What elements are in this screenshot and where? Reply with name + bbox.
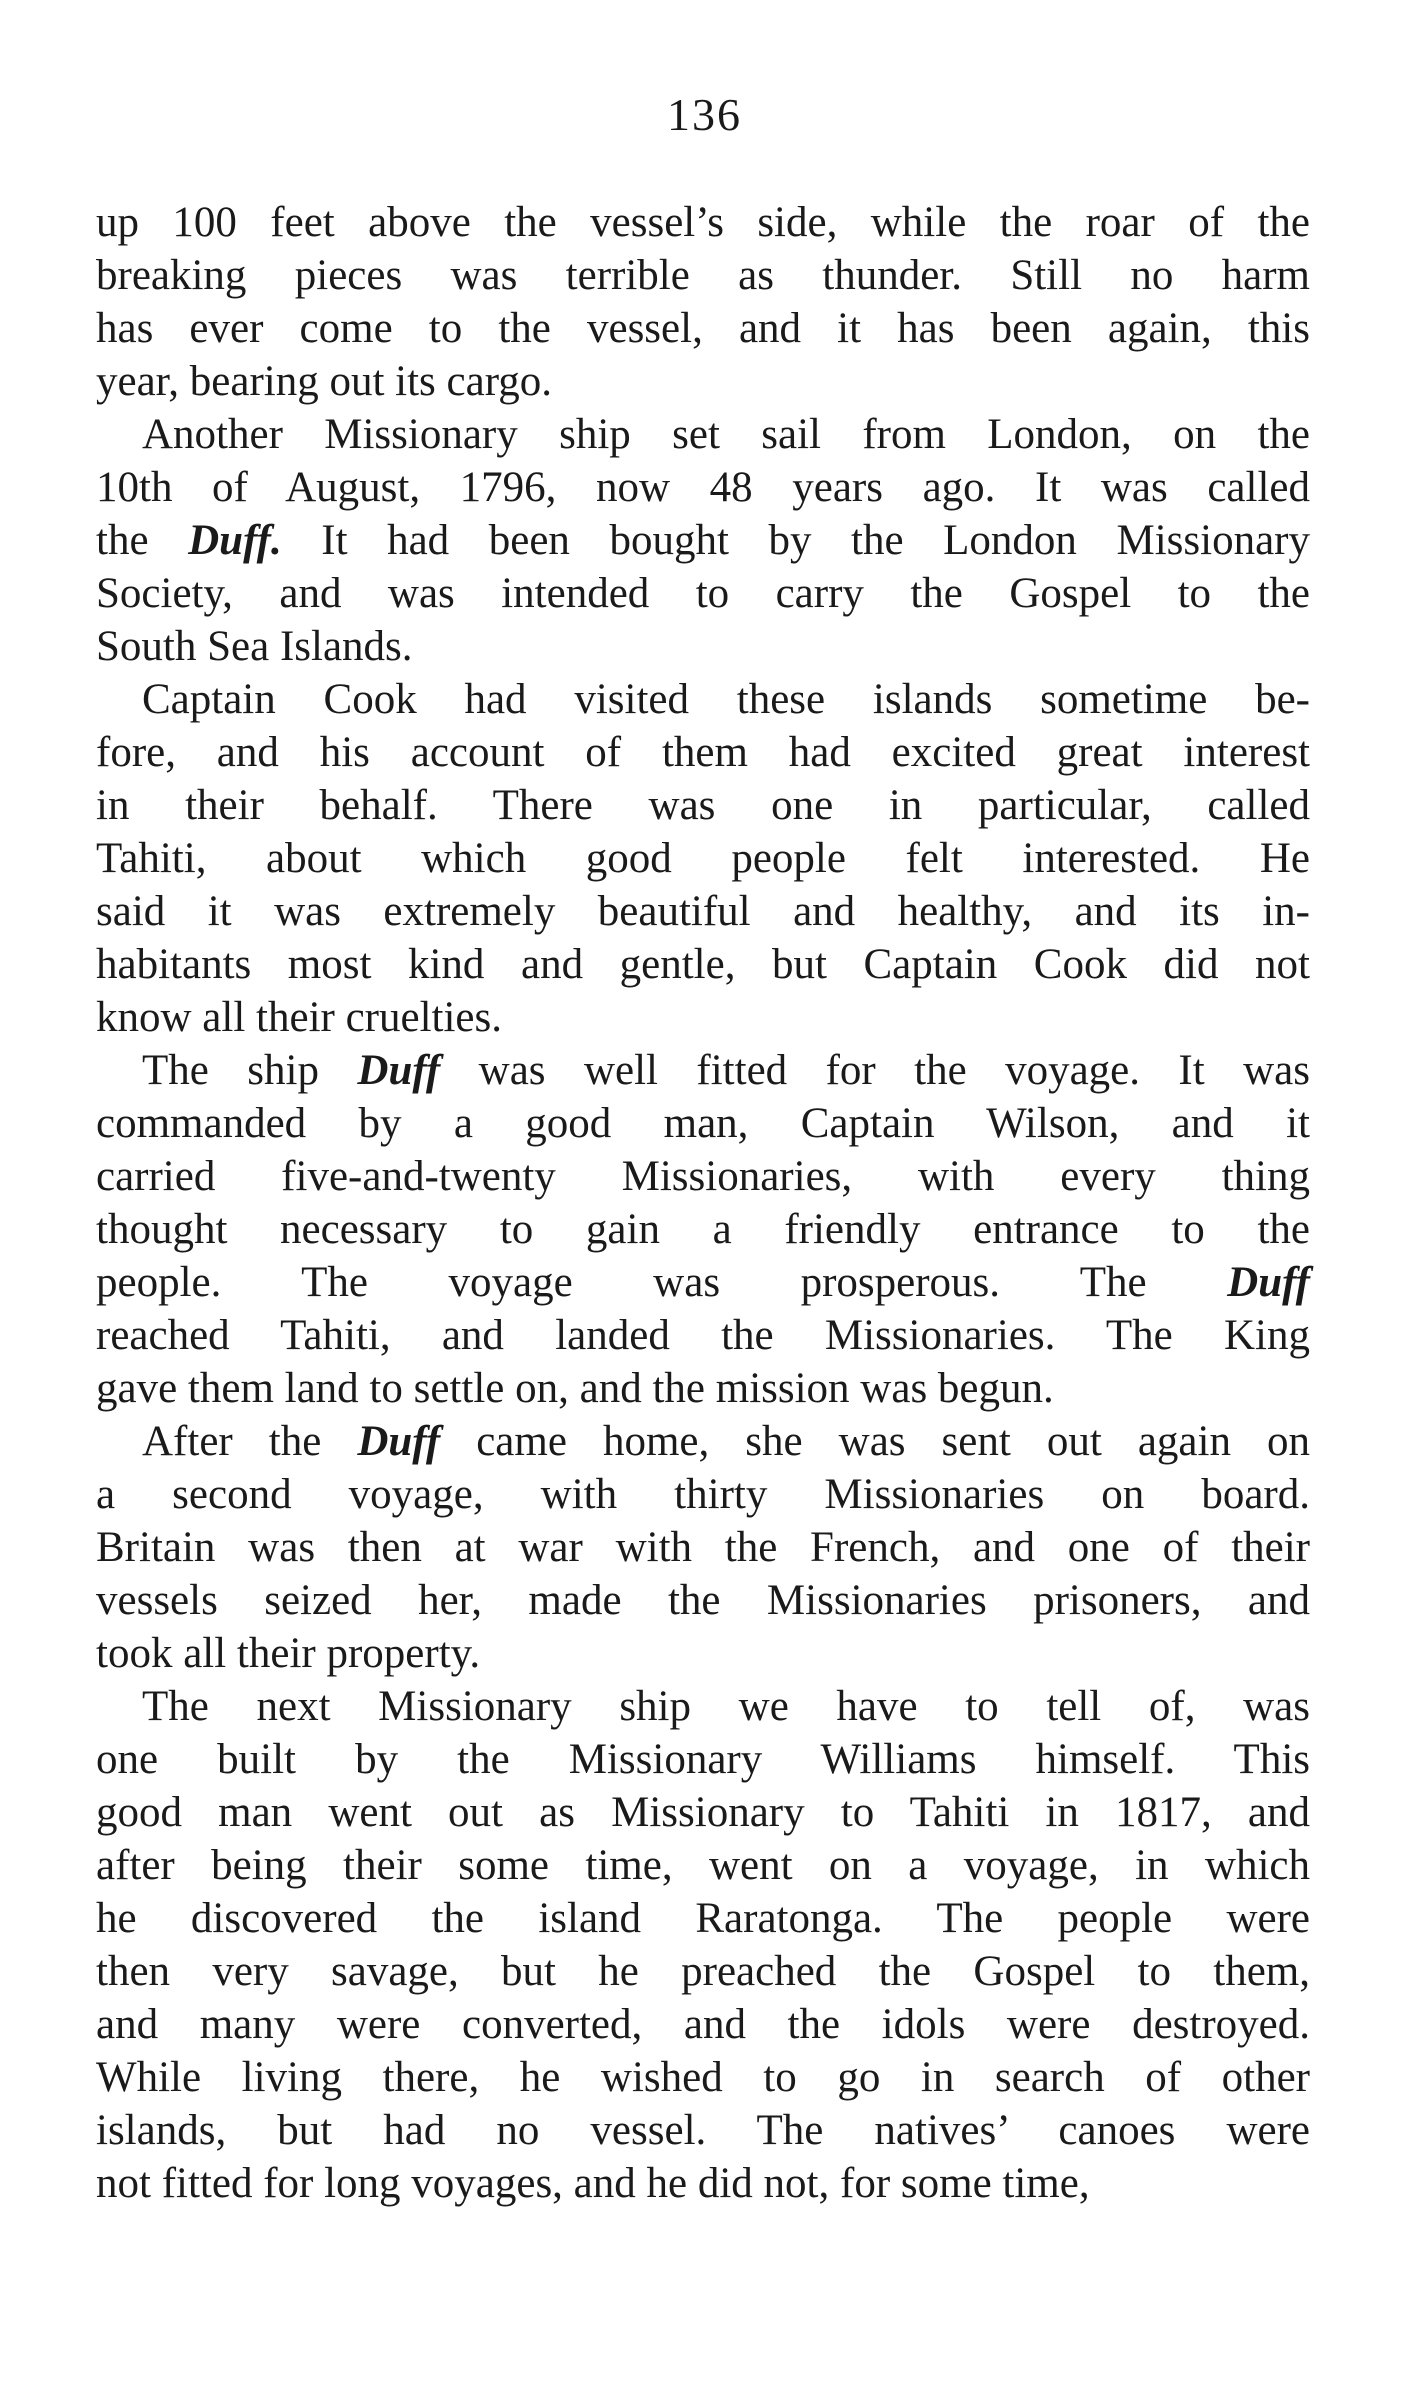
ship-name-italic: Duff	[357, 1047, 441, 1094]
text-line: a second voyage, with thirty Missionaries on board.	[96, 1471, 1310, 1518]
ship-name-italic: Duff	[1227, 1259, 1310, 1306]
text-line: said it was extremely beautiful and healthy, and its in-	[96, 888, 1310, 935]
text-line: Another Missionary ship set sail from London, on the	[142, 411, 1310, 458]
page-number: 136	[667, 89, 742, 140]
ship-name-italic: Duff.	[188, 517, 282, 564]
text-line: gave them land to settle on, and the mission was begun.	[96, 1365, 1054, 1412]
text-line: not fitted for long voyages, and he did not, for some time,	[96, 2160, 1090, 2207]
ship-name-italic: Duff	[357, 1418, 441, 1465]
text-line: thought necessary to gain a friendly entrance to the	[96, 1206, 1310, 1253]
text-line: commanded by a good man, Captain Wilson, and it	[96, 1100, 1310, 1147]
text-line: habitants most kind and gentle, but Captain Cook did not	[96, 941, 1310, 988]
body-text	[96, 196, 1310, 2210]
text-line: and many were converted, and the idols were destroyed.	[96, 2001, 1310, 2048]
text-line: 10th of August, 1796, now 48 years ago. It was called	[96, 464, 1310, 511]
text-line: he discovered the island Raratonga. The people were	[96, 1895, 1310, 1942]
text-line: up 100 feet above the vessel’s side, while the roar of the	[96, 199, 1310, 246]
text-line: people. The voyage was prosperous. The Duff	[96, 1259, 1310, 1306]
text-line: breaking pieces was terrible as thunder. Still no harm	[96, 252, 1310, 299]
text-line: The ship Duff was well fitted for the voyage. It was	[142, 1047, 1310, 1094]
paragraph	[96, 1415, 1310, 1680]
text-line: Society, and was intended to carry the Gospel to the	[96, 570, 1310, 617]
text-line: after being their some time, went on a voyage, in which	[96, 1842, 1310, 1889]
text-line: While living there, he wished to go in search of other	[96, 2054, 1310, 2101]
paragraph	[96, 673, 1310, 1044]
text-line: Tahiti, about which good people felt interested. He	[96, 835, 1310, 882]
text-line: South Sea Islands.	[96, 623, 413, 670]
paragraph	[96, 196, 1310, 408]
paragraph	[96, 1044, 1310, 1415]
text-line: then very savage, but he preached the Gospel to them,	[96, 1948, 1310, 1995]
text-line: took all their property.	[96, 1630, 481, 1677]
text-line: islands, but had no vessel. The natives’ canoes were	[96, 2107, 1310, 2154]
text-line: know all their cruelties.	[96, 994, 502, 1041]
text-line: has ever come to the vessel, and it has been again, this	[96, 305, 1310, 352]
text-line: one built by the Missionary Williams himself. This	[96, 1736, 1310, 1783]
text-line: The next Missionary ship we have to tell of, was	[142, 1683, 1310, 1730]
text-line: year, bearing out its cargo.	[96, 358, 552, 405]
text-line: fore, and his account of them had excited great interest	[96, 729, 1310, 776]
text-line: Britain was then at war with the French, and one of their	[96, 1524, 1310, 1571]
text-line: After the Duff came home, she was sent out again on	[142, 1418, 1310, 1465]
paragraph	[96, 1680, 1310, 2210]
text-line: reached Tahiti, and landed the Missionaries. The King	[96, 1312, 1310, 1359]
paragraph	[96, 408, 1310, 673]
text-line: vessels seized her, made the Missionaries prisoners, and	[96, 1577, 1310, 1624]
text-line: the Duff. It had been bought by the London Missionary	[96, 517, 1310, 564]
text-line: good man went out as Missionary to Tahiti in 1817, and	[96, 1789, 1310, 1836]
text-line: Captain Cook had visited these islands sometime be-	[142, 676, 1310, 723]
text-line: in their behalf. There was one in particular, called	[96, 782, 1310, 829]
text-line: carried five-and-twenty Missionaries, with every thing	[96, 1153, 1310, 1200]
